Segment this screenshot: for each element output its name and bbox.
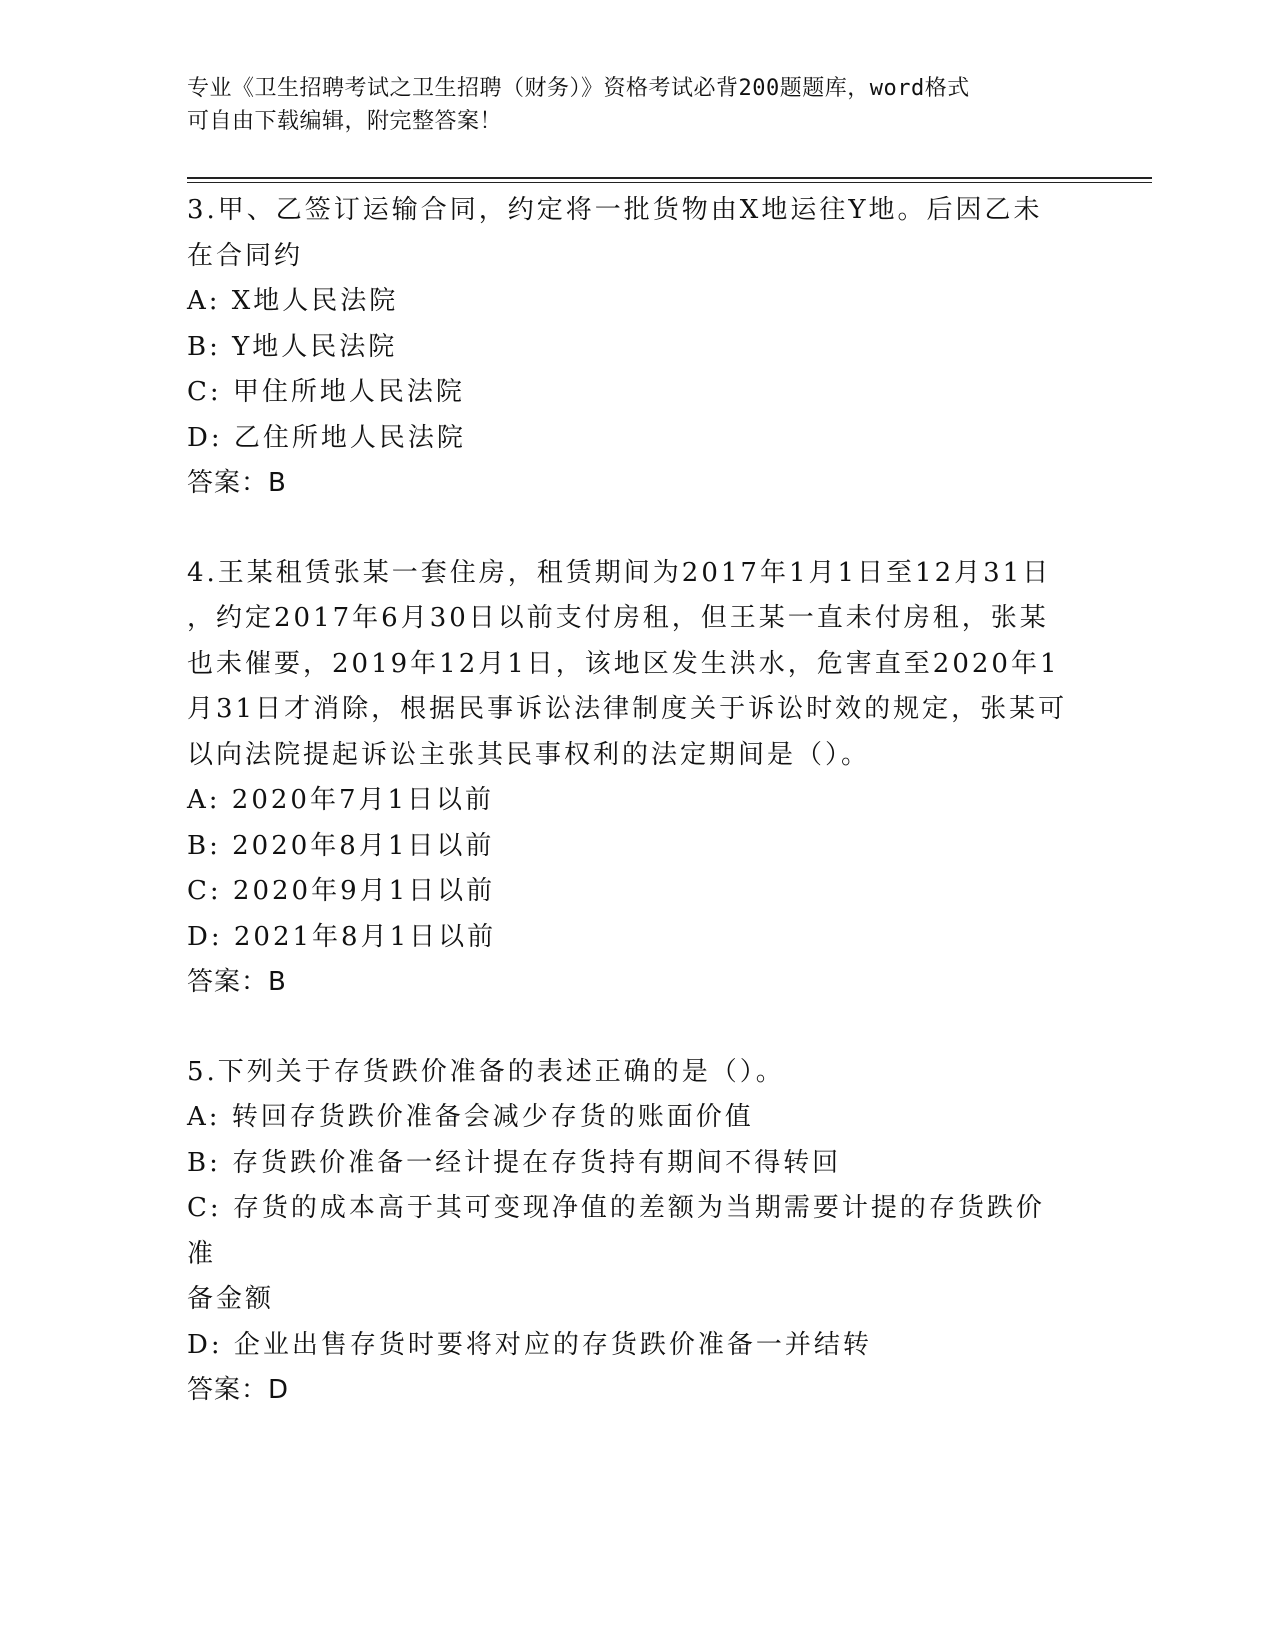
question-stem-line: 4.王某租赁张某一套住房，租赁期间为2017年1月1日至12月31日 — [187, 557, 1052, 588]
question-stem — [187, 188, 1067, 279]
option-a: A: X地人民法院 — [187, 286, 399, 316]
question-stem-line: 5.下列关于存货跌价准备的表述正确的是（）。 — [187, 1056, 785, 1087]
question-stem-line: 以向法院提起诉讼主张其民事权利的法定期间是（）。 — [187, 739, 871, 770]
question-stem — [187, 551, 1067, 779]
header-title-line-1: 专业《卫生招聘考试之卫生招聘（财务）》资格考试必背200题题库，word格式 — [187, 76, 970, 101]
question-5 — [187, 1050, 1067, 1414]
answer-label: 答案：D — [187, 1375, 290, 1405]
option-d: D: 企业出售存货时要将对应的存货跌价准备一并结转 — [187, 1329, 872, 1360]
option-b: B: 2020年8月1日以前 — [187, 830, 495, 861]
question-stem — [187, 1050, 1067, 1096]
option-a: A: 转回存货跌价准备会减少存货的账面价值 — [187, 1102, 754, 1132]
answer-label: 答案：B — [187, 967, 287, 997]
question-stem-line: 在合同约 — [187, 240, 304, 271]
question-stem-line: 3.甲、乙签订运输合同，约定将一批货物由X地运往Y地。后因乙未 — [187, 195, 1043, 225]
question-3 — [187, 188, 1067, 507]
option-b: B: 存货跌价准备一经计提在存货持有期间不得转回 — [187, 1147, 842, 1178]
option-b: B: Y地人民法院 — [187, 331, 398, 362]
document-header — [187, 72, 1067, 138]
option-c: C: 2020年9月1日以前 — [187, 876, 496, 906]
question-stem-line: 也未催要，2019年12月1日，该地区发生洪水，危害直至2020年1 — [187, 648, 1060, 679]
header-title-line-2: 可自由下载编辑，附完整答案！ — [187, 109, 503, 134]
question-stem-line: 月31日才消除，根据民事诉讼法律制度关于诉讼时效的规定，张某可 — [187, 694, 1068, 724]
question-list — [187, 188, 1067, 1458]
question-stem-line: ，约定2017年6月30日以前支付房租，但王某一直未付房租，张某 — [187, 603, 1049, 633]
option-c: C: 甲住所地人民法院 — [187, 377, 465, 407]
option-c: C: 存货的成本高于其可变现净值的差额为当期需要计提的存货跌价准 备金额 — [187, 1193, 1045, 1314]
header-divider-thin — [187, 182, 1152, 183]
option-d: D: 2021年8月1日以前 — [187, 921, 497, 952]
answer-label: 答案：B — [187, 468, 287, 498]
question-4 — [187, 551, 1067, 1006]
option-d: D: 乙住所地人民法院 — [187, 422, 466, 453]
option-a: A: 2020年7月1日以前 — [187, 785, 495, 815]
header-divider-thick — [187, 177, 1152, 179]
